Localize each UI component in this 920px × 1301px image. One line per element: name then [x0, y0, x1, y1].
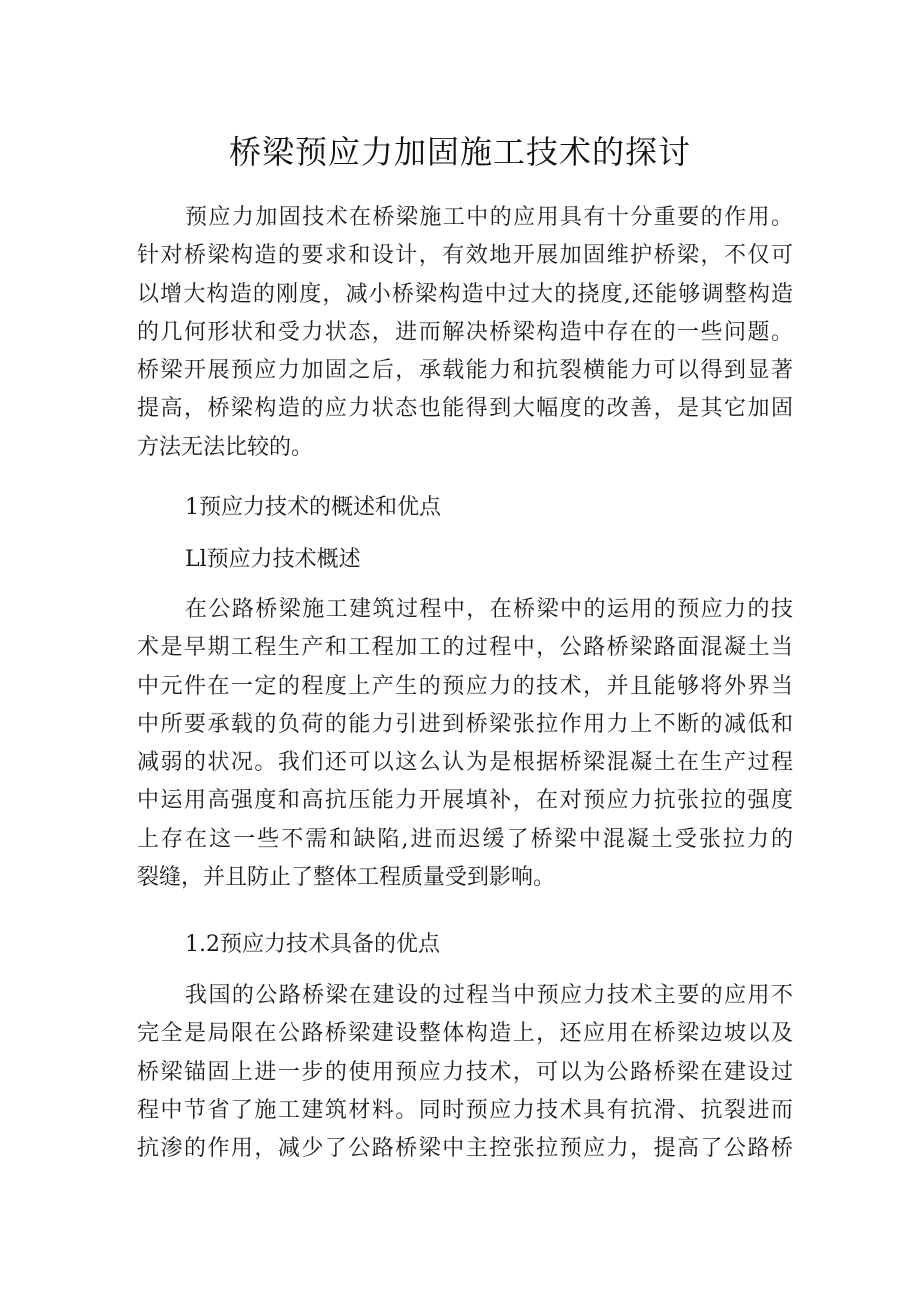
- paragraph-line: 方法无法比较的。: [137, 434, 314, 460]
- paragraph-line: 术是早期工程生产和工程加工的过程中，公路桥梁路面混凝土当: [137, 635, 793, 661]
- paragraph-line: 程中节省了施工建筑材料。同时预应力技术具有抗滑、抗裂进而: [137, 1097, 793, 1123]
- paragraph-line: 桥梁锚固上进一步的使用预应力技术，可以为公路桥梁在建设过: [137, 1059, 793, 1085]
- section-1-2-paragraph: [137, 977, 793, 1168]
- paragraph-line: 我国的公路桥梁在建设的过程当中预应力技术主要的应用不: [185, 983, 793, 1008]
- paragraph-line: 预应力加固技术在桥梁施工中的应用具有十分重要的作用。: [185, 205, 793, 230]
- intro-paragraph: [137, 199, 793, 467]
- paragraph-line: 桥梁开展预应力加固之后，承载能力和抗裂横能力可以得到显著: [137, 358, 793, 384]
- subsection-heading: Ll预应力技术概述: [185, 547, 361, 572]
- paragraph-line: 中元件在一定的程度上产生的预应力的技术，并且能够将外界当: [137, 673, 793, 699]
- paragraph-line: 中所要承载的负荷的能力引进到桥梁张拉作用力上不断的减低和: [137, 711, 793, 737]
- paragraph-line: 针对桥梁构造的要求和设计，有效地开展加固维护桥梁，不仅可: [137, 243, 793, 269]
- paragraph-line: 中运用高强度和高抗压能力开展填补，在对预应力抗张拉的强度: [137, 788, 793, 814]
- paragraph-line: 的几何形状和受力状态，进而解决桥梁构造中存在的一些问题。: [137, 319, 793, 345]
- subsection-heading: 1.2预应力技术具备的优点: [185, 932, 440, 957]
- paragraph-line: 裂缝，并且防止了整体工程质量受到影响。: [137, 865, 556, 891]
- section-1-1-paragraph: [137, 591, 793, 897]
- paragraph-line: 完全是局限在公路桥梁建设整体构造上，还应用在桥梁边坡以及: [137, 1021, 793, 1047]
- paragraph-line: 在公路桥梁施工建筑过程中，在桥梁中的运用的预应力的技: [185, 597, 793, 622]
- section-heading: 1预应力技术的概述和优点: [185, 495, 441, 520]
- document-title: 桥梁预应力加固施工技术的探讨: [228, 133, 691, 171]
- paragraph-line: 以增大构造的刚度，减小桥梁构造中过大的挠度,还能够调整构造: [137, 281, 793, 307]
- paragraph-line: 上存在这一些不需和缺陷,进而迟缓了桥梁中混凝土受张拉力的: [137, 826, 793, 852]
- paragraph-line: 提高，桥梁构造的应力状态也能得到大幅度的改善，是其它加固: [137, 396, 793, 422]
- paragraph-line: 抗渗的作用，减少了公路桥梁中主控张拉预应力，提高了公路桥: [137, 1136, 793, 1162]
- paragraph-line: 减弱的状况。我们还可以这么认为是根据桥梁混凝土在生产过程: [137, 750, 793, 776]
